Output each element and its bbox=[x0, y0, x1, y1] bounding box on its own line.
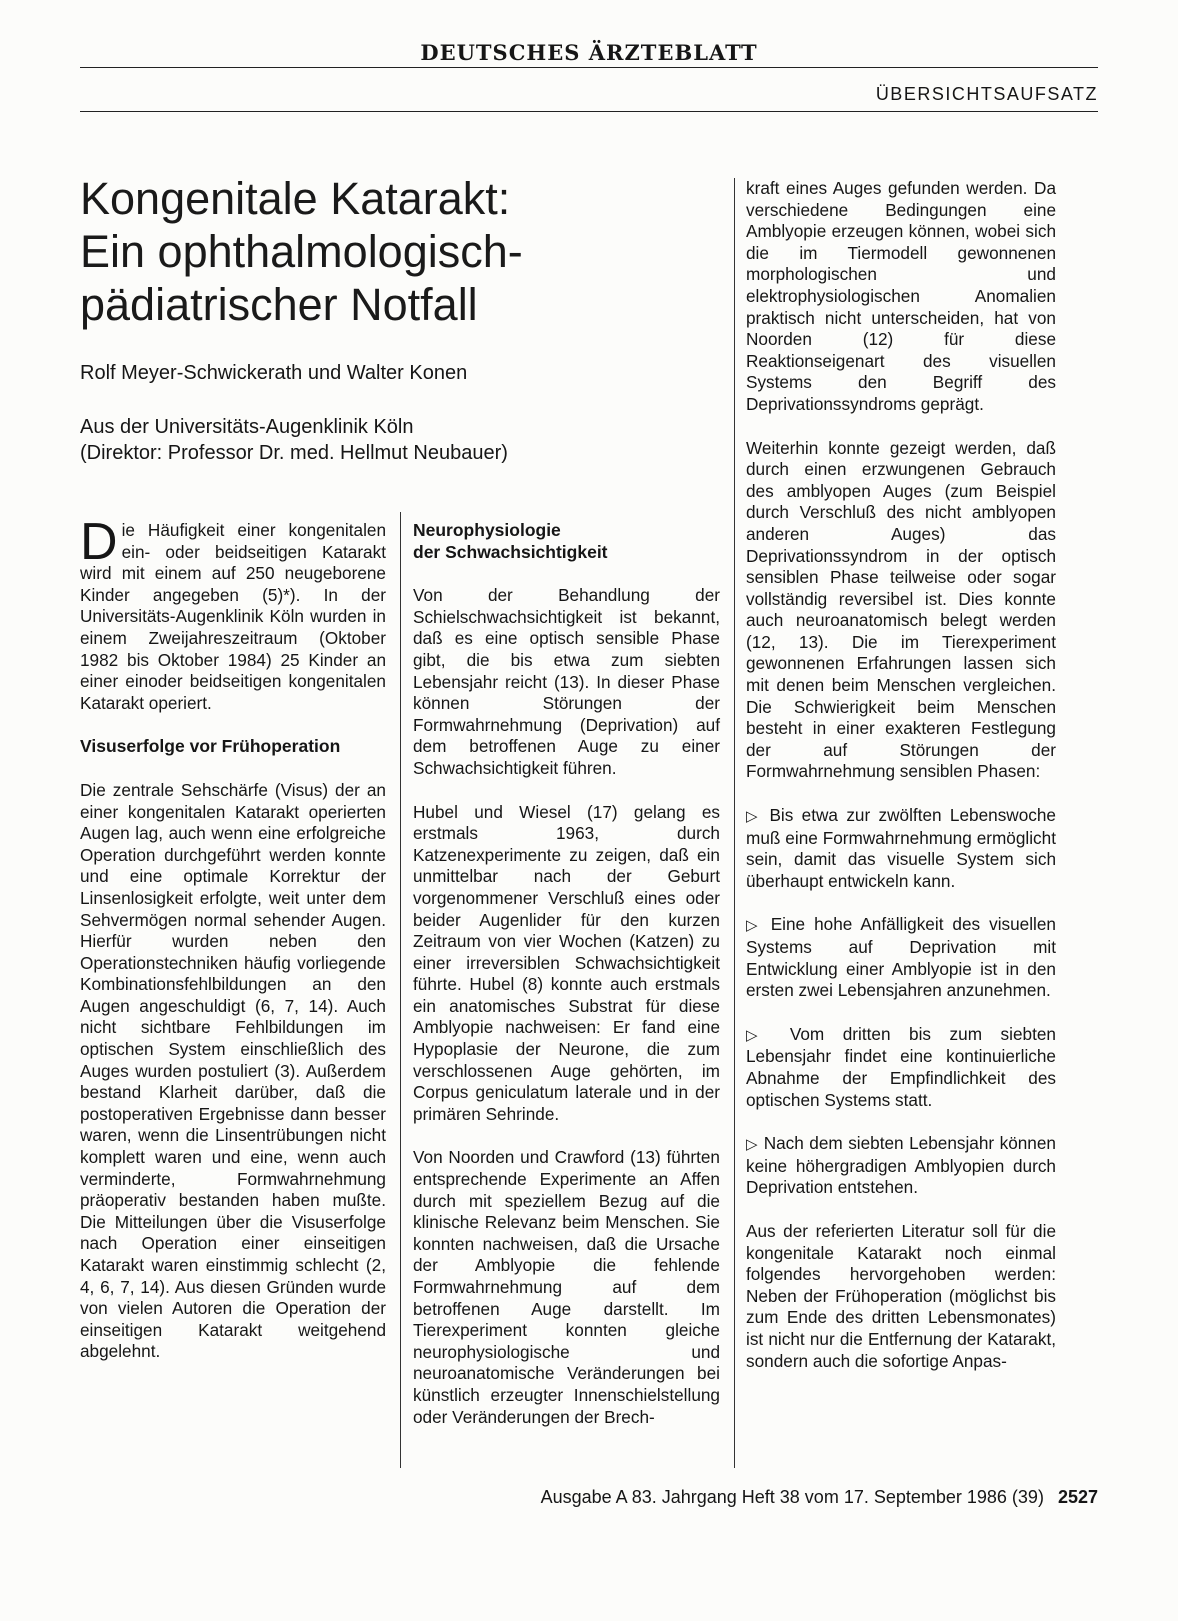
column-divider bbox=[734, 178, 735, 1468]
triangle-bullet-icon: ▷ bbox=[746, 1026, 772, 1044]
intro-text: ie Häufigkeit einer kongenitalen ein- oder beidseitigen Katarakt wird mit einem auf 250 neugeborene Kinder angegeben (5)*). In der Universitäts-Augenklinik Köln wurden in einem Zweijahreszeitraum (Oktober 1982 bis Oktober 1984) 25 Kinder an einer einoder beidseitigen kongenitalen Katarakt operiert. bbox=[80, 520, 386, 713]
body-paragraph: Aus der referierten Literatur soll für die kongenitale Katarakt noch einmal folgendes hervorgehoben werden: Neben der Frühoperation (möglichst bis zum Ende des dritten Lebensmonates) ist nicht nur die Entfernung der Katarakt, sondern auch die sofortige Anpas- bbox=[746, 1220, 1056, 1371]
article-title bbox=[80, 172, 730, 331]
body-paragraph: Weiterhin konnte gezeigt werden, daß durch einen erzwungenen Gebrauch des amblyopen Auges (zum Beispiel durch Verschluß des nicht amblyopen anderen Auges) das Deprivationssyndrom in der optisch sensiblen Phase teilweise oder sogar vollständig reversibel ist. Dies konnte auch neuroanatomisch belegt werden (12, 13). Die im Tierexperiment gewonnenen Erfahrungen lassen sich mit denen beim Menschen vergleichen. Die Schwierigkeit beim Menschen besteht in einer exakteren Festlegung der auf Störungen der Formwahrnehmung sensiblen Phasen: bbox=[746, 437, 1056, 782]
intro-paragraph bbox=[80, 513, 386, 714]
heading-line: der Schwachsichtigkeit bbox=[413, 541, 608, 562]
title-line: Ein ophthalmologisch- bbox=[80, 226, 523, 277]
title-line: pädiatrischer Notfall bbox=[80, 279, 478, 330]
column-2 bbox=[413, 520, 720, 1450]
bullet-text: Vom dritten bis zum siebten Lebensjahr findet eine kontinuierliche Abnahme der Empfindlichkeit des optischen Systems statt. bbox=[746, 1023, 1056, 1110]
bullet-text: Eine hohe Anfälligkeit des visuellen Systems auf Deprivation mit Entwicklung einer Amblyopie ist in den ersten zwei Lebensjahren anzunehmen. bbox=[746, 914, 1056, 1001]
bullet-item bbox=[746, 914, 1056, 1001]
body-paragraph: Hubel und Wiesel (17) gelang es erstmals 1963, durch Katzenexperimente zu zeigen, daß ein unmittelbar nach der Geburt vorgenommener Verschluß eines oder beider Augenlider für den kurzen Zeitraum von vier Wochen (Katzen) zu einer irreversiblen Schwachsichtigkeit führte. Hubel (8) konnte auch erstmals ein anatomisches Substrat für diese Amblyopie nachweisen: Er fand eine Hypoplasie der Neurone, die zum verschlossenen Auge gehörten, im Corpus geniculatum laterale und in der primären Sehrinde. bbox=[413, 801, 720, 1124]
affiliation-line: (Direktor: Professor Dr. med. Hellmut Neubauer) bbox=[80, 442, 508, 464]
authors: Rolf Meyer-Schwickerath und Walter Konen bbox=[80, 362, 468, 384]
page-number: 2527 bbox=[1057, 1487, 1098, 1507]
column-1 bbox=[80, 513, 386, 1385]
bullet-item bbox=[746, 1133, 1056, 1199]
triangle-bullet-icon: ▷ bbox=[746, 1136, 759, 1154]
bullet-item bbox=[746, 805, 1056, 892]
section-heading bbox=[413, 520, 720, 563]
journal-masthead: DEUTSCHES ÄRZTEBLATT bbox=[80, 40, 1098, 68]
bullet-text: Nach dem siebten Lebensjahr können keine höhergradigen Amblyopien durch Deprivation entstehen. bbox=[746, 1133, 1056, 1198]
body-paragraph: kraft eines Auges gefunden werden. Da verschiedene Bedingungen eine Amblyopie erzeugen können, wobei sich die im Tiermodell gewonnenen morphologischen und elektrophysiologischen Anomalien praktisch nicht unterscheiden, hat von Noorden (12) für diese Reaktionseigenart des visuellen Systems den Begriff des Deprivationssyndroms geprägt. bbox=[746, 178, 1056, 414]
body-paragraph: Von der Behandlung der Schielschwachsichtigkeit ist bekannt, daß es eine optisch sensible Phase gibt, die bis etwa zum siebten Lebensjahr reicht (13). In dieser Phase können Störungen der Formwahrnehmung (Deprivation) auf dem betroffenen Auge zu einer Schwachsichtigkeit führen. bbox=[413, 585, 720, 778]
affiliation-line: Aus der Universitäts-Augenklinik Köln bbox=[80, 416, 414, 438]
triangle-bullet-icon: ▷ bbox=[746, 808, 762, 826]
body-paragraph: Von Noorden und Crawford (13) führten entsprechende Experimente an Affen durch mit speziellem Bezug auf die klinische Relevanz beim Menschen. Sie konnten nachweisen, daß die Ursache der Amblyopie die fehlende Formwahrnehmung auf dem betroffenen Auge darstellt. Im Tierexperiment konnten gleiche neurophysiologische und neuroanatomische Veränderungen bei künstlich erzeugter Innenschielstellung oder Veränderungen der Brech- bbox=[413, 1147, 720, 1427]
title-line: Kongenitale Katarakt: bbox=[80, 173, 511, 224]
issue-info: Ausgabe A 83. Jahrgang Heft 38 vom 17. September 1986 (39) bbox=[540, 1487, 1044, 1507]
heading-line: Neurophysiologie bbox=[413, 520, 561, 540]
column-3 bbox=[746, 178, 1056, 1394]
page-footer bbox=[80, 1487, 1098, 1508]
section-heading: Visuserfolge vor Frühoperation bbox=[80, 736, 341, 757]
triangle-bullet-icon: ▷ bbox=[746, 917, 762, 935]
bullet-text: Bis etwa zur zwölften Lebenswoche muß eine Formwahrnehmung ermöglicht sein, damit das visuelle System sich überhaupt entwickeln kann. bbox=[746, 805, 1056, 891]
section-label: ÜBERSICHTSAUFSATZ bbox=[80, 84, 1098, 112]
drop-cap: D bbox=[80, 513, 118, 571]
body-paragraph: Die zentrale Sehschärfe (Visus) der an einer kongenitalen Katarakt operierten Augen lag, auch wenn eine erfolgreiche Operation durchgeführt werden konnte und eine optimale Korrektur der Linsenlosigkeit erfolgte, weit unter dem Sehvermögen normal sehender Augen. Hierfür wurden neben den Operationstechniken häufig vorliegende Kombinationsfehlbildungen an den Augen angeschuldigt (6, 7, 14). Auch nicht sichtbare Fehlbildungen im optischen System einschließlich des Auges wurden postuliert (3). Außerdem bestand Klarheit darüber, daß die postoperativen Ergebnisse dann besser waren, wenn die Linsentrübungen nicht komplett waren und eine, wenn auch verminderte, Formwahrnehmung präoperativ bestanden haben mußte. Die Mitteilungen über die Visuserfolge nach Operation einer einseitigen Katarakt waren einstimmig schlecht (2, 4, 6, 7, 14). Aus diesen Gründen wurde von vielen Autoren die Operation der einseitigen Katarakt weitgehend abgelehnt. bbox=[80, 779, 386, 1362]
affiliation bbox=[80, 414, 730, 466]
column-divider bbox=[400, 512, 401, 1468]
bullet-item bbox=[746, 1024, 1056, 1111]
